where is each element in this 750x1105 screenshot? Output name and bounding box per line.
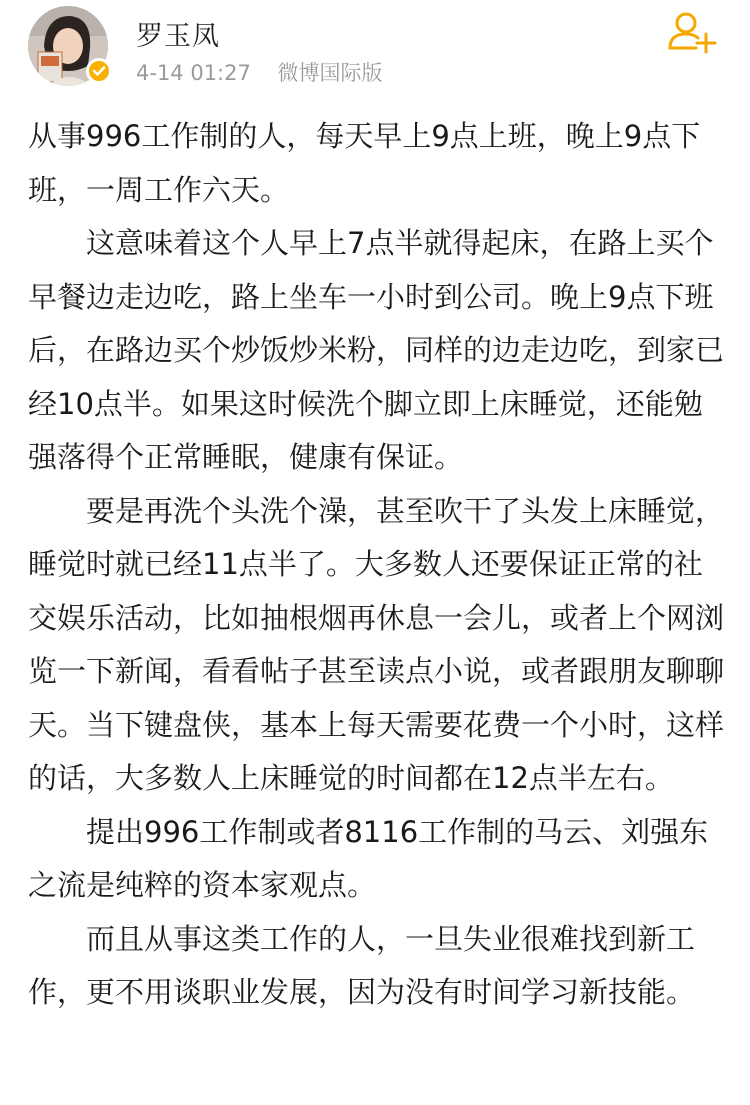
paragraph-2: 这意味着这个人早上7点半就得起床，在路上买个早餐边走边吃，路上坐车一小时到公司。晚上9点下班后，在路边买个炒饭炒米粉，同样的边走边吃，到家已经10点半。如果这时候洗个脚立即上床睡觉，还能勉强落得个正常睡眠，健康有保证。 — [28, 226, 725, 474]
post-meta — [136, 57, 383, 87]
post-body — [28, 110, 728, 1020]
add-user-icon — [666, 10, 718, 56]
paragraph-3: 要是再洗个头洗个澡，甚至吹干了头发上床睡觉，睡觉时就已经11点半了。大多数人还要保证正常的社交娱乐活动，比如抽根烟再休息一会儿，或者上个网浏览一下新闻，看看帖子甚至读点小说，或者跟朋友聊聊天。当下键盘侠，基本上每天需要花费一个小时，这样的话，大多数人上床睡觉的时间都在12点半左右。 — [28, 493, 725, 795]
author-name[interactable]: 罗玉凤 — [136, 21, 220, 52]
post-time: 4-14 01:27 — [136, 61, 251, 85]
paragraph-4: 提出996工作制或者8116工作制的马云、刘强东之流是纯粹的资本家观点。 — [28, 814, 709, 902]
paragraph-1: 从事996工作制的人，每天早上9点上班，晚上9点下班，一周工作六天。 — [28, 119, 701, 207]
verified-badge-icon — [86, 58, 112, 84]
post-header — [0, 0, 750, 100]
paragraph-5: 而且从事这类工作的人，一旦失业很难找到新工作，更不用谈职业发展，因为没有时间学习新技能。 — [28, 921, 696, 1009]
post-source[interactable]: 微博国际版 — [277, 61, 383, 85]
follow-button[interactable] — [666, 10, 718, 56]
